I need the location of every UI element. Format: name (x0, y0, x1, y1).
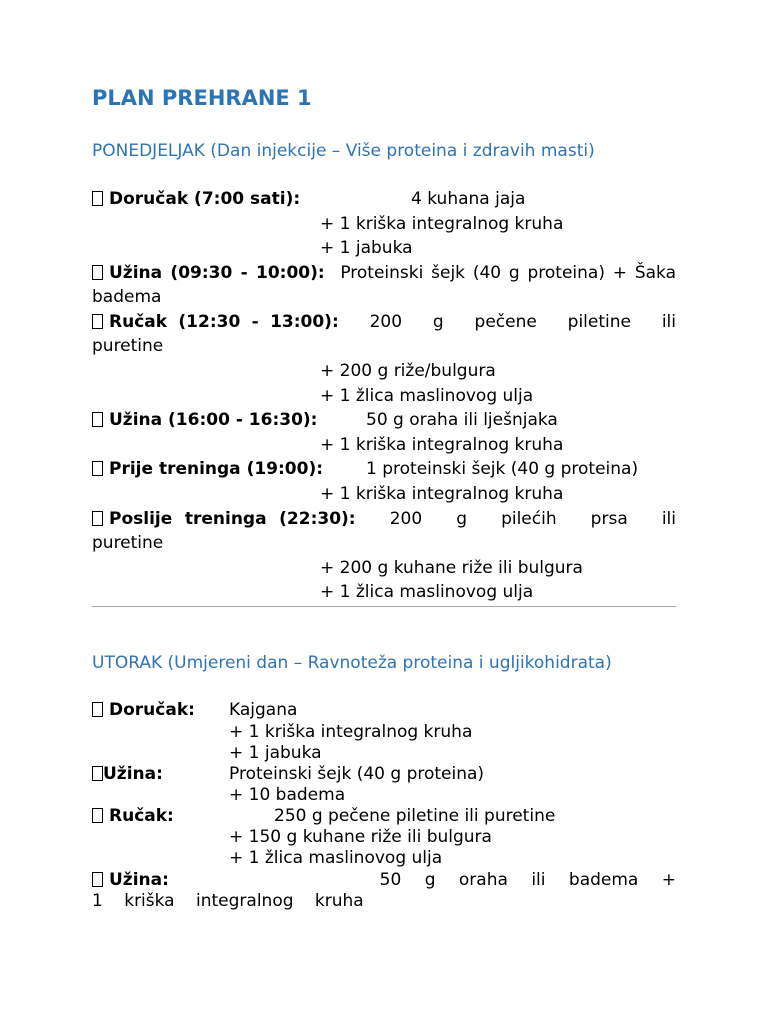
meal-extra: + 1 kriška integralnog kruha (320, 484, 564, 504)
meal-extra: + 1 kriška integralnog kruha (229, 722, 473, 742)
meal-text: 200 g pilećih prsa ili puretine (92, 509, 676, 553)
meal-text: Proteinski šejk (40 g proteina) + Šaka badema (92, 263, 676, 307)
meal-label: Prije treninga (19:00): (109, 459, 324, 479)
tuesday-meal-breakfast (92, 700, 676, 721)
monday-heading: PONEDJELJAK (Dan injekcije – Više proteina i zdravih masti) (92, 141, 595, 161)
meal-label: Užina: (109, 870, 169, 890)
meal-extra: + 1 kriška integralnog kruha (320, 435, 564, 455)
checkbox-icon (92, 766, 103, 781)
meal-text: 1 proteinski šejk (40 g proteina) (366, 459, 639, 479)
meal-label: Užina: (103, 764, 163, 784)
meal-text: 50 g oraha ili badema + 1 kriška integralnog kruha (92, 870, 677, 911)
meal-label: Ručak (12:30 - 13:00): (109, 312, 339, 332)
meal-text: 250 g pečene piletine ili puretine (274, 806, 556, 826)
meal-label: Ručak: (109, 806, 174, 826)
meal-extra: + 1 žlica maslinovog ulja (320, 386, 534, 406)
checkbox-icon (92, 872, 103, 887)
document-title: PLAN PREHRANE 1 (92, 86, 312, 110)
meal-extra: + 1 žlica maslinovog ulja (320, 582, 534, 602)
meal-extra: + 10 badema (229, 785, 346, 805)
checkbox-icon (92, 461, 103, 476)
meal-text: 50 g oraha ili lješnjaka (366, 410, 558, 430)
meal-extra: + 1 jabuka (320, 238, 413, 258)
checkbox-icon (92, 808, 103, 823)
checkbox-icon (92, 511, 103, 526)
meal-extra: + 1 žlica maslinovog ulja (229, 848, 443, 868)
meal-text: Kajgana (229, 700, 298, 720)
monday-meal-lunch (92, 310, 676, 358)
checkbox-icon (92, 191, 103, 206)
meal-label: Užina (16:00 - 16:30): (109, 410, 318, 430)
meal-label: Užina (09:30 - 10:00): (109, 263, 325, 283)
monday-meal-snack-1 (92, 261, 676, 309)
meal-extra: + 150 g kuhane riže ili bulgura (229, 827, 492, 847)
checkbox-icon (92, 412, 103, 427)
meal-label: Doručak: (109, 700, 195, 720)
meal-text: 200 g pečene piletine ili puretine (92, 312, 677, 356)
checkbox-icon (92, 702, 103, 717)
checkbox-icon (92, 314, 103, 329)
meal-label: Doručak (7:00 sati): (109, 189, 301, 209)
section-divider (92, 606, 676, 607)
meal-extra: + 200 g kuhane riže ili bulgura (320, 558, 583, 578)
meal-text: Proteinski šejk (40 g proteina) (229, 764, 485, 784)
meal-extra: + 200 g riže/bulgura (320, 361, 496, 381)
meal-extra: + 1 jabuka (229, 743, 322, 763)
monday-meal-post-workout (92, 507, 676, 555)
tuesday-meal-snack-2 (92, 870, 676, 912)
monday-meal-breakfast (92, 187, 676, 211)
meal-label: Poslije treninga (22:30): (109, 509, 356, 529)
meal-text: 4 kuhana jaja (411, 189, 526, 209)
checkbox-icon (92, 265, 103, 280)
tuesday-heading: UTORAK (Umjereni dan – Ravnoteža proteina i ugljikohidrata) (92, 653, 612, 673)
meal-extra: + 1 kriška integralnog kruha (320, 214, 564, 234)
